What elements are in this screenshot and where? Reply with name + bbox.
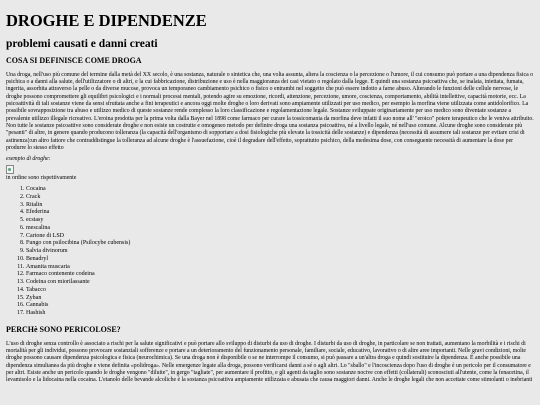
- section-heading-danger: PERCHè SONO PERICOLOSE?: [6, 324, 121, 334]
- definition-paragraph: Una droga, nell'uso più comune del termine dalla metà del XX secolo, è una sostanza, naturale o sintetica che, una volta assunta, altera la coscienza o la percezione o l'umore, il cui consumo può portare a una dipendenza fisica o psichica o a danni alla salute, dell'utilizzatore o di altri, e la cui fabbricazione, distribuzione e uso è nella maggioranza dei casi vietato o regolato dalla legge. E quindi una sostanza psicoattiva che, se inalata, iniettata, fumata, ingerita, assorbita attraverso la pelle o da diverse mucose, provoca un temporaneo cambiamento psichico o fisico o entrambi nel soggetto che può essere indotto a farne abuso. Alterando le funzioni delle cellule nervose, le droghe possono compromettere gli equilibri psicologici e i normali processi mentali, potendo agire su emozione, ricordi, attenzione, percezione, umore, coscienza, comportamento, abilità intellettive, capacità motorie, ecc. La psicoattività di tali sostanze viene da sensi sfruttata anche a fini terapeutici e ancora oggi molte droghe o loro derivati sono ampiamente utilizzati per uso medico, per esempio la morfina viene utilizzata come antidolorifico. La possibile sovrapposizione tra abuso e utilizzo medico di queste sostanze rende complesso la loro classificazione e regolamentazione legale. Sostanze sviluppate originariamente per uso medico sono diventate sostanze a prevalente utilizzo illegale ricreativo. L'eroina prodotta per la prima volta dalla Bayer nel 1898 come farmaco per curare la tossicomania da morfina deve infatti il suo nome all' "eroico" potere terapeutico che le veniva attribuito. Non tutte le sostanze psicoattive sono considerate droghe e non esiste un costrutte e omogeneo metodo per definire droga una sostanza psicoattiva, né a livello legale, né nell'uso comune. Alcune droghe sono considerate più "pesanti" di altre, in genere quando producono tolleranza (la capacità dell'organismo di sopportare a dosi fisiologiche più elevate la tossicità delle sostanze) e dipendenza (necessità di assumere tali sostanze per evitare crisi di astinenza):un altro fattore che contraddistingue la tolleranza ad alcune droghe è l'assuefazione, cioè il degradare dell'effetto, soprattutto psichico, della medesima dose, con conseguente necessità di aumentare la dose per produrre lo stesso effetto: [6, 71, 534, 152]
- drug-list-item: 17. Hashish: [26, 310, 534, 318]
- drug-list-item: 6. mescalina: [26, 225, 534, 233]
- drug-list-item: 12. Farmaco contenente codeina: [26, 271, 534, 279]
- drug-list-item: 13. Codeina con miorilassante: [26, 279, 534, 287]
- drug-list-item: 8. Fungo con psilocibina (Psilocybe cubensis): [26, 240, 534, 248]
- drug-list-item: 9. Salvia divinorum: [26, 248, 534, 256]
- drug-list: [6, 186, 534, 318]
- list-intro: in ordine sono rispettivamente: [6, 174, 77, 181]
- drug-list-item: 15. Zyban: [26, 295, 534, 303]
- image-caption: esempio di droghe:: [6, 156, 51, 163]
- drug-list-item: 2. Crack: [26, 194, 534, 202]
- drug-list-item: 3. Ritalin: [26, 202, 534, 210]
- drug-list-item: 11. Amanita muscaria: [26, 264, 534, 272]
- drug-list-item: 14. Tabacco: [26, 287, 534, 295]
- danger-paragraph: L'uso di droghe senza controllo è associato a rischi per la salute significativi e può portare allo sviluppo di disturbi da uso di droghe. I disturbi da uso di droghe, in particolare se non trattati, aumentano la morbilità e i rischi di mortalità per gli individui, possono provocare sostanziali sofferenze e portare a un deterioramento del funzionamento personale, familiare, sociale, educativo, lavorativo o di altre aree importanti. Nelle gravi condizioni, molte droghe possono causare dipendenza psicologica e fisica (neurochimica). Se una droga non è disponibile o se ne interrompe il consumo, si può passare a un'altra droga e quindi sostituire la dipendenza. È anche possibile una dipendenza simultanea da più droghe e viene definita «polidroga». Nelle emergenze legate alla droga, possono verificarsi danni a sé o agli altri. Lo "sballo" e l'incoscienza dopo l'uso di droghe è un pericolo per il consumatore e per altri. Esiste anche un pericolo quando le droghe vengono "diluite", in gergo "tagliate", per aumentare il profitto, e gli agenti da taglio sono sostanze nocive con effetti (collaterali) sconosciuti all'utente, come la fenacetina, il levamisolo e la lidocaina nella cocaina. L'etanolo delle bevande alcoliche è la sostanza psicoattiva ampiamente utilizzata e abusata che causa maggiori danni. Anche le droghe legali che non accettate come stimolanti o inebrianti: [6, 340, 533, 384]
- page-title: DROGHE E DIPENDENZE: [6, 11, 207, 30]
- drug-list-item: 16. Cannabis: [26, 302, 534, 310]
- drug-list-item: 10. Benadryl: [26, 256, 534, 264]
- page-subtitle: problemi causati e danni creati: [6, 38, 158, 51]
- drug-list-item: 5. ecstasy: [26, 217, 534, 225]
- drug-list-item: 1. Cocaina: [26, 186, 534, 194]
- section-heading-definition: COSA SI DEFINISCE COME DROGA: [6, 55, 142, 65]
- drug-list-item: 7. Cartone di LSD: [26, 233, 534, 241]
- drug-list-item: 4. Efederina: [26, 209, 534, 217]
- broken-image-icon: [6, 165, 14, 174]
